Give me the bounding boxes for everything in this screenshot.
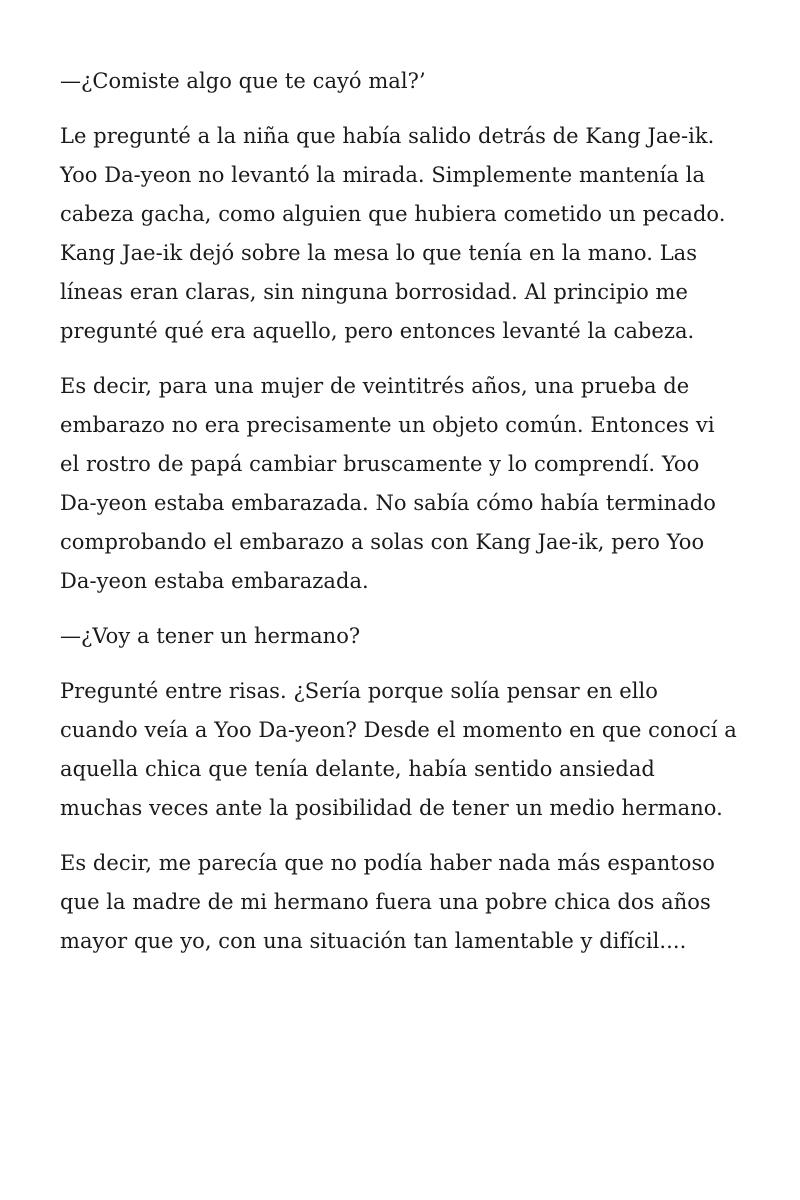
paragraph-4: Es decir, me parecía que no podía haber nada más espantoso que la madre de mi hermano fuera una pobre chica dos años mayor que yo, con una situación tan lamentable y difícil.... <box>60 851 715 953</box>
paragraph-2: Es decir, para una mujer de veintitrés años, una prueba de embarazo no era precisamente un objeto común. Entonces vi el rostro de papá cambiar bruscamente y lo comprendí. Yoo Da-yeon estaba embarazada. No sabía cómo había terminado comprobando el embarazo a solas con Kang Jae-ik, pero Yoo Da-yeon estaba embarazada. <box>60 374 716 593</box>
document-page <box>60 62 740 977</box>
paragraph-3: Pregunté entre risas. ¿Sería porque solía pensar en ello cuando veía a Yoo Da-yeon? Desde el momento en que conocí a aquella chica que tenía delante, había sentido ansiedad muchas veces ante la posibilidad de tener un medio hermano. <box>60 679 737 820</box>
paragraph-dialogue-2: —¿Voy a tener un hermano? <box>60 624 361 648</box>
paragraph-dialogue-1: —¿Comiste algo que te cayó mal?’ <box>60 69 426 93</box>
paragraph-1: Le pregunté a la niña que había salido detrás de Kang Jae-ik. Yoo Da-yeon no levantó la mirada. Simplemente mantenía la cabeza gacha, como alguien que hubiera cometido un pecado. Kang Jae-ik dejó sobre la mesa lo que tenía en la mano. Las líneas eran claras, sin ninguna borrosidad. Al principio me pregunté qué era aquello, pero entonces levanté la cabeza. <box>60 124 726 343</box>
